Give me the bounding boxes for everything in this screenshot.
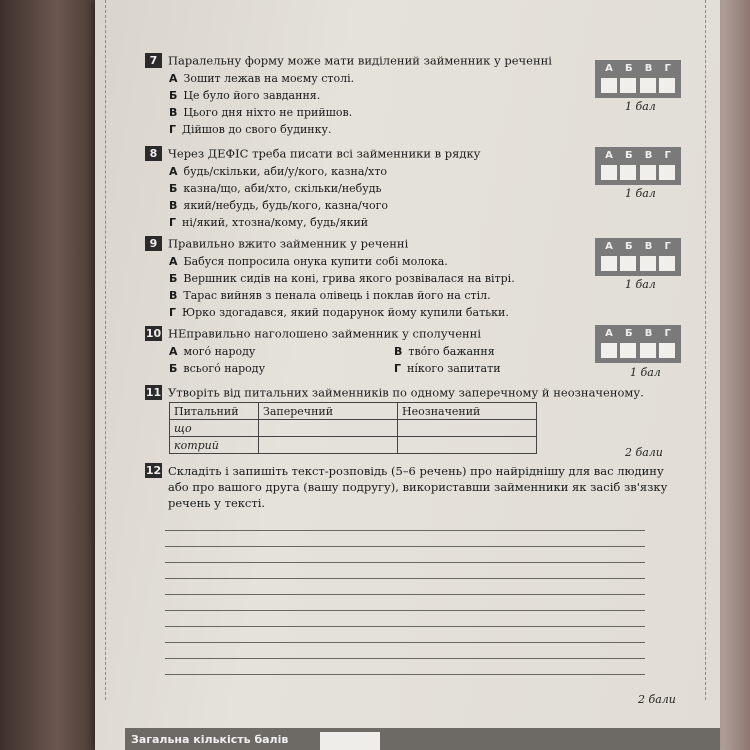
answer-cell[interactable] (659, 78, 675, 93)
option-d: Г ні/який, хтозна/кому, будь/який (169, 216, 369, 229)
table-row (170, 437, 537, 454)
question-number: 11 (145, 386, 162, 399)
answer-cell[interactable] (398, 420, 537, 437)
writing-line[interactable] (165, 594, 645, 595)
question-text: Через ДЕФІС треба писати всі займенники в рядку (168, 146, 481, 161)
answer-cell[interactable] (601, 343, 617, 358)
question-number: 7 (145, 53, 162, 68)
table-header: Заперечний (259, 403, 398, 420)
question-text: Утворіть від питальних займенників по одному заперечному й неозначеному. (168, 385, 644, 400)
question-number: 12 (145, 464, 162, 477)
worksheet-page (95, 0, 720, 750)
total-score-label: Загальна кількість балів (131, 733, 289, 746)
writing-line[interactable] (165, 562, 645, 563)
option-c: В Цього дня ніхто не прийшов. (169, 106, 353, 119)
answer-cell[interactable] (659, 256, 675, 271)
question-12 (145, 463, 675, 511)
question-11 (145, 382, 705, 401)
option-a: А Зошит лежав на моєму столі. (169, 72, 355, 85)
question-number: 9 (145, 236, 162, 251)
writing-line[interactable] (165, 530, 645, 531)
writing-line[interactable] (165, 610, 645, 611)
option-b: Б Це було його завдання. (169, 89, 321, 102)
table-surface-left (0, 0, 95, 750)
question-text: НЕправильно наголошено займенник у сполученні (168, 326, 482, 341)
answer-cell[interactable] (620, 256, 636, 271)
option-c: В який/небудь, будь/кого, казна/чого (169, 199, 389, 212)
option-c: В Тарас вийняв з пенала олівець і поклав його на стіл. (169, 289, 491, 302)
writing-line[interactable] (165, 578, 645, 579)
total-score-box[interactable] (320, 732, 380, 750)
option-b: Б всього́ народу (169, 362, 266, 375)
question-number: 8 (145, 146, 162, 161)
writing-line[interactable] (165, 642, 645, 643)
answer-cell[interactable] (601, 165, 617, 180)
answer-cell[interactable] (620, 78, 636, 93)
question-number: 10 (145, 327, 162, 340)
answer-cell[interactable] (659, 343, 675, 358)
writing-line[interactable] (165, 626, 645, 627)
answer-cell[interactable] (620, 165, 636, 180)
answer-grid-8: А Б В Г (595, 147, 681, 185)
score-10: 1 бал (630, 366, 661, 379)
option-b: Б Вершник сидів на коні, грива якого розвівалася на вітрі. (169, 272, 515, 285)
answer-cell[interactable] (601, 78, 617, 93)
total-score-bar (125, 728, 720, 750)
option-a: А мого́ народу (169, 345, 256, 358)
answer-grid-7: А Б В Г (595, 60, 681, 98)
option-d: Г ні́кого запитати (394, 362, 501, 375)
answer-cell[interactable] (601, 256, 617, 271)
answer-grid-9: А Б В Г (595, 238, 681, 276)
table-row (170, 420, 537, 437)
answer-cell[interactable] (259, 437, 398, 454)
answer-cell[interactable] (620, 343, 636, 358)
option-d: Г Юрко здогадався, який подарунок йому купили батьки. (169, 306, 509, 319)
table-header: Питальний (170, 403, 259, 420)
option-a: А Бабуся попросила онука купити собі молока. (169, 255, 448, 268)
answer-cell[interactable] (259, 420, 398, 437)
option-b: Б казна/що, аби/хто, скільки/небудь (169, 182, 382, 195)
answer-cell[interactable] (398, 437, 537, 454)
table-cell: котрий (170, 437, 259, 454)
page-edge-right (715, 0, 750, 750)
answer-grid-10: А Б В Г (595, 325, 681, 363)
score-7: 1 бал (625, 100, 656, 113)
score-8: 1 бал (625, 187, 656, 200)
question-text: Правильно вжито займенник у реченні (168, 236, 409, 251)
table-cell: що (170, 420, 259, 437)
pronoun-table (169, 402, 537, 454)
score-11: 2 бали (625, 446, 663, 459)
answer-cell[interactable] (640, 256, 656, 271)
question-text: Складіть і запишіть текст-розповідь (5–6 речень) про найріднішу для вас людину або про вашого друга (вашу подругу), використавши займенники як засіб зв'язку речень у тексті. (168, 464, 668, 510)
answer-cell[interactable] (640, 78, 656, 93)
writing-line[interactable] (165, 658, 645, 659)
answer-cell[interactable] (640, 343, 656, 358)
score-12: 2 бали (638, 693, 676, 706)
answer-cell[interactable] (640, 165, 656, 180)
option-a: А будь/скільки, аби/у/кого, казна/хто (169, 165, 388, 178)
writing-line[interactable] (165, 674, 645, 675)
writing-line[interactable] (165, 546, 645, 547)
option-c: В тво́го бажання (394, 345, 495, 358)
question-text: Паралельну форму може мати виділений займенник у реченні (168, 53, 552, 68)
score-9: 1 бал (625, 278, 656, 291)
answer-cell[interactable] (659, 165, 675, 180)
table-header: Неозначений (398, 403, 537, 420)
option-d: Г Дійшов до свого будинку. (169, 123, 332, 136)
